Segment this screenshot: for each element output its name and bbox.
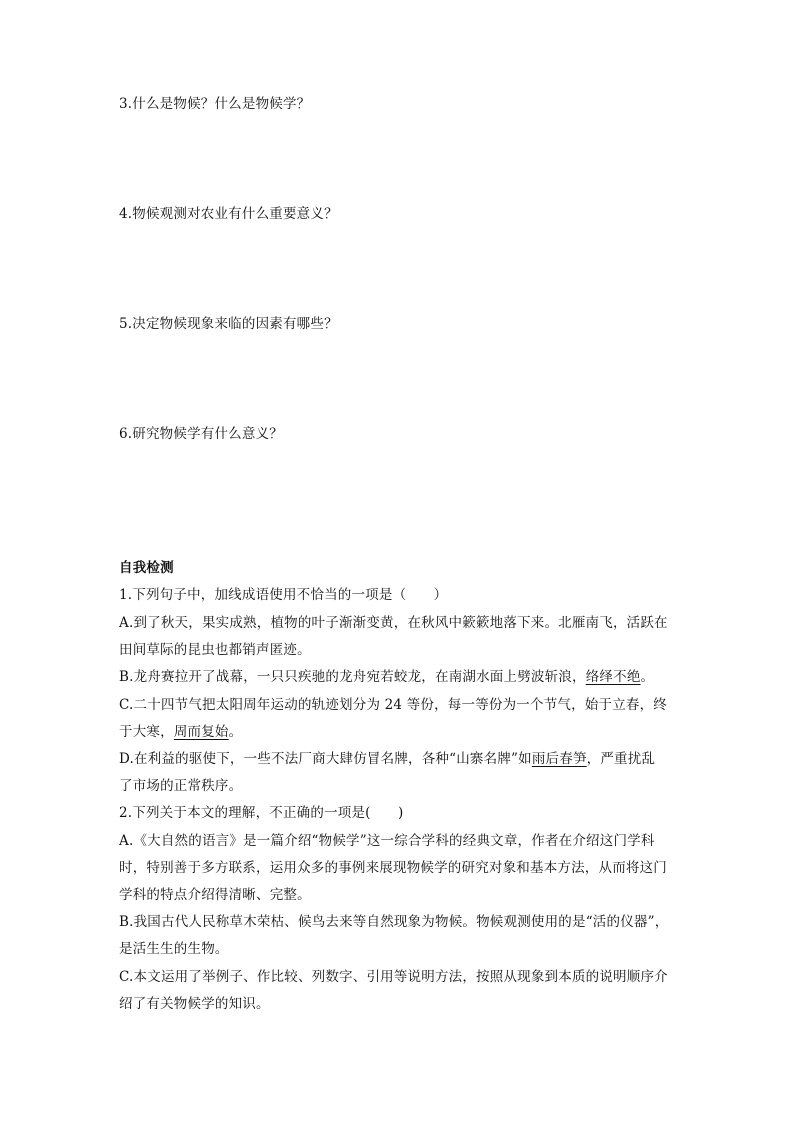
text: ，严重扰乱 <box>586 751 656 767</box>
text: 。 <box>297 642 311 658</box>
underlined-idiom: 周而复始 <box>173 724 229 740</box>
text: 田间草际的昆虫也都 <box>119 642 243 658</box>
q1-option-a-line2 <box>119 640 311 660</box>
underlined-idiom: 络绎不绝 <box>585 669 641 685</box>
q1-option-c-line1: C.二十四节气把太阳周年运动的轨迹划分为 24 等份，每一等份为一个节气，始于立春，终 <box>119 697 667 713</box>
q2-option-b-line2: 是活生生的生物。 <box>119 941 229 957</box>
question-4: 4.物候观测对农业有什么重要意义？ <box>119 206 338 222</box>
q2-option-a-line1: A.《大自然的语言》是一篇介绍“物候学”这一综合学科的经典文章，作者在介绍这门学科 <box>119 833 655 849</box>
self-check-heading: 自我检测 <box>119 560 174 576</box>
q1-option-c-line2 <box>119 722 242 742</box>
text: 于大寒， <box>119 724 174 740</box>
text: 。 <box>228 724 243 740</box>
question-5: 5.决定物候现象来临的因素有哪些？ <box>119 316 338 332</box>
q1-option-a-line1 <box>119 613 668 633</box>
text: 地落下来。北雁南飞，活跃在 <box>489 615 668 631</box>
q2-stem: 2.下列关于本文的理解，不正确的一项是( ) <box>119 805 404 821</box>
question-3: 3.什么是物候？什么是物候学？ <box>119 96 311 112</box>
underlined-idiom: 销声匿迹 <box>242 642 298 658</box>
q1-option-d-line1 <box>119 749 655 769</box>
text: B.龙舟赛拉开了战幕，一只只疾驰的龙舟宛若蛟龙，在南湖水面上劈波斩浪， <box>119 669 586 685</box>
q2-option-b-line1: B.我国古代人民称草木荣枯、候鸟去来等自然现象为物候。物候观测使用的是“活的仪器”， <box>119 914 669 930</box>
q1-option-b <box>119 667 654 687</box>
text: 。 <box>640 669 655 685</box>
q1-stem: 1.下列句子中，加线成语使用不恰当的一项是（ ） <box>119 587 448 603</box>
text: A.到了秋天，果实成熟，植物的叶子渐渐变黄，在秋风中 <box>119 615 463 631</box>
q2-option-c-line2: 绍了有关物候学的知识。 <box>119 996 270 1012</box>
text: D.在利益的驱使下，一些不法厂商大肆仿冒名牌，各种“山寨名牌”如 <box>119 751 532 767</box>
q2-option-c-line1: C.本文运用了举例子、作比较、列数字、引用等说明方法，按照从现象到本质的说明顺序介 <box>119 969 668 985</box>
q1-option-d-line2: 了市场的正常秩序。 <box>119 778 243 794</box>
question-6: 6.研究物候学有什么意义？ <box>119 426 283 442</box>
q2-option-a-line3: 学科的特点介绍得清晰、完整。 <box>119 887 311 903</box>
underlined-idiom: 簌簌 <box>462 615 490 631</box>
q2-option-a-line2: 时，特别善于多方联系，运用众多的事例来展现物候学的研究对象和基本方法，从而将这门 <box>119 860 667 876</box>
underlined-idiom: 雨后春笋 <box>531 751 587 767</box>
